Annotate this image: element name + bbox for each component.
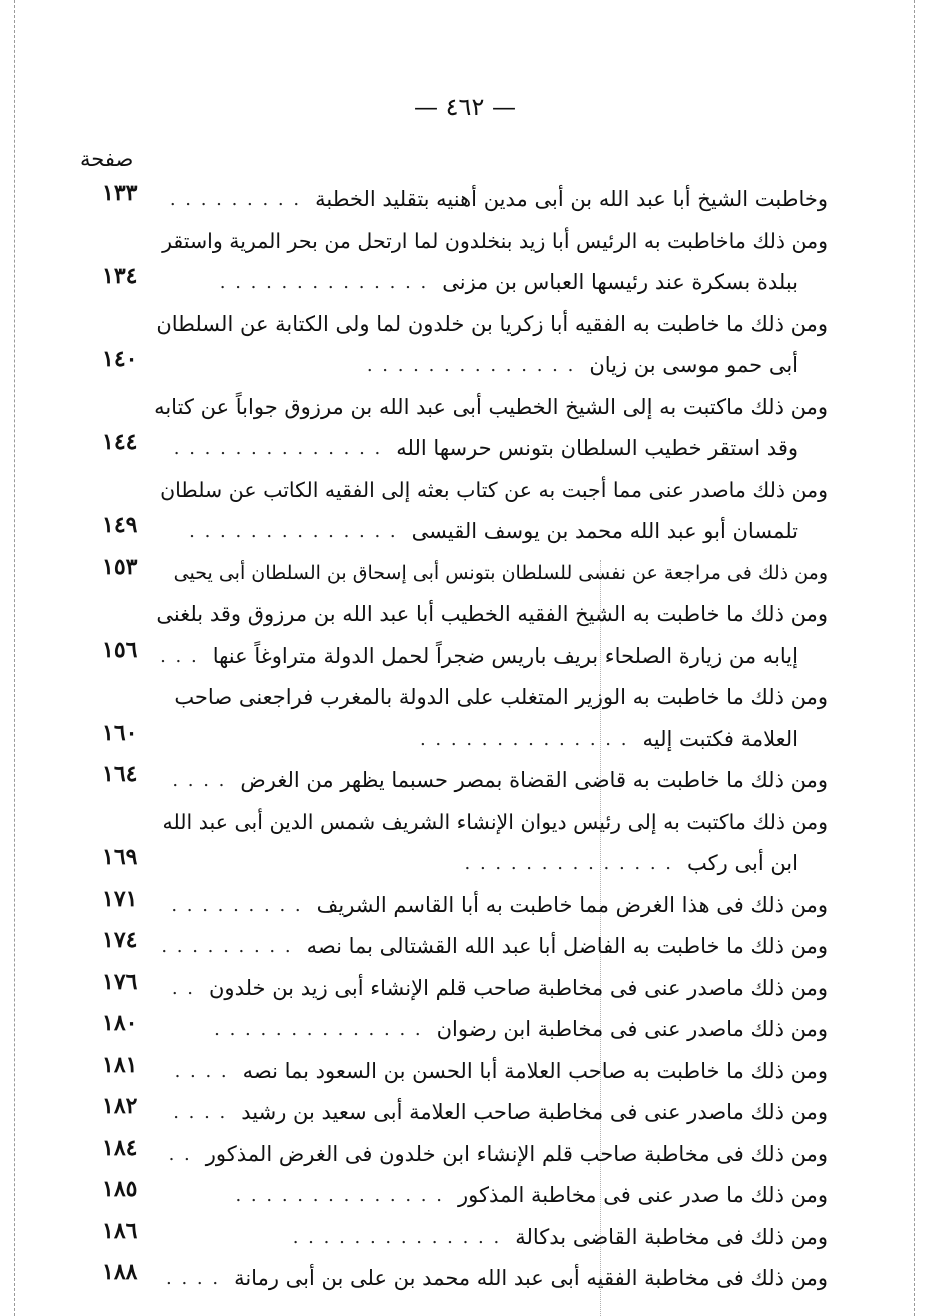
toc-leader-dots: . . . . . . . . . . . . . . (464, 853, 674, 874)
toc-leader-dots: . . . . . . . . . . . . . . (219, 272, 429, 293)
toc-page-number: ١٤٩ (102, 512, 138, 538)
toc-entry (235, 1172, 828, 1210)
toc-entry-text: ومن ذلك ما خاطبت به الوزير المتغلب على الدولة بالمغرب فراجعنى صاحب (174, 685, 828, 709)
toc-entry (162, 218, 828, 256)
toc-entry-text: ومن ذلك ماصدر عنى فى مخاطبة صاحب قلم الإنشاء أبى زيد بن خلدون (209, 976, 828, 1000)
toc-entry (156, 301, 828, 339)
toc-entry (154, 384, 828, 422)
toc-entry (172, 965, 828, 1003)
toc-entry-text: ومن ذلك ماخاطبت به الرئيس أبا زيد بنخلدون لما ارتحل من بحر المرية واستقر (162, 229, 828, 253)
toc-entry-text: ومن ذلك ما خاطبت به الفاضل أبا عبد الله القشتالى بما نصه (306, 934, 828, 958)
toc-entry-text: ومن ذلك فى مخاطبة صاحب قلم الإنشاء ابن خلدون فى الغرض المذكور (205, 1142, 828, 1166)
toc-entry-text: تلمسان أبو عبد الله محمد بن يوسف القيسى (411, 519, 798, 543)
toc-leader-dots: . . . . . . . . . . . . . . (419, 729, 629, 750)
toc-page-number: ١٨٨ (102, 1259, 138, 1285)
toc-entry (160, 467, 828, 505)
toc-entry (169, 1131, 828, 1169)
toc-entry (172, 757, 828, 795)
toc-entry (173, 1089, 828, 1127)
toc-entry (171, 882, 828, 920)
column-header-page: صفحة (80, 147, 134, 171)
toc-entry-text: العلامة فكتبت إليه (642, 727, 798, 751)
toc-page-number: ١٨٤ (102, 1135, 138, 1161)
toc-leader-dots: . . . . (173, 1102, 228, 1123)
toc-page-number: ١٦٠ (102, 720, 138, 746)
toc-leader-dots: . . . . . . . . . (161, 936, 293, 957)
toc-page-number: ١٧١ (102, 886, 138, 912)
toc-leader-dots: . . . . . . . . . . . . . . (189, 521, 398, 542)
toc-entry (163, 799, 828, 837)
toc-entry (293, 1214, 828, 1252)
toc-entry-text: أبى حمو موسى بن زيان (589, 353, 798, 377)
toc-entry (174, 674, 828, 712)
toc-entry-text: ومن ذلك فى مراجعة عن نفسى للسلطان بتونس أبى إسحاق بن السلطان أبى يحيى (173, 562, 828, 584)
toc-entry-text: إيابه من زيارة الصلحاء بريف باريس ضجراً لحمل الدولة متراوغاً عنها (212, 644, 798, 668)
toc-entry-text: ومن ذلك ما خاطبت به قاضى القضاة بمصر حسبما يظهر من الغرض (240, 768, 828, 792)
toc-page-number: ١٣٤ (102, 263, 138, 289)
toc-entry-text: ومن ذلك ماصدر عنى مما أجبت به عن كتاب بعثه إلى الفقيه الكاتب عن سلطان (160, 478, 828, 502)
toc-page-number: ١٤٠ (102, 346, 138, 372)
scan-edge-left (14, 0, 15, 1316)
toc-page-number: ١٨٠ (102, 1010, 138, 1036)
toc-entry (214, 1006, 828, 1044)
toc-entry-text: ومن ذلك ماكتبت به إلى رئيس ديوان الإنشاء الشريف شمس الدين أبى عبد الله (162, 810, 828, 834)
toc-leader-dots: . . . . . . . . . . . . . . (173, 438, 383, 459)
toc-leader-dots: . . (171, 978, 195, 999)
toc-entry (174, 425, 798, 463)
scan-edge-right (914, 0, 915, 1316)
page-number: — ٤٦٢ — (414, 93, 516, 121)
toc-leader-dots: . . . . . . . . . . . . . . (292, 1227, 502, 1248)
toc-entry-text: ومن ذلك ماصدر عنى فى مخاطبة ابن رضوان (436, 1017, 828, 1041)
toc-entry-text: ومن ذلك فى هذا الغرض مما خاطبت به أبا القاسم الشريف (316, 893, 828, 917)
toc-leader-dots: . . . . . . . . . . . . . . (235, 1185, 444, 1206)
toc-leader-dots: . . . . . . . . . . . . . . (214, 1019, 423, 1040)
toc-entry (367, 342, 798, 380)
toc-entry-text: ابن أبى ركب (687, 851, 798, 875)
toc-entry (161, 923, 828, 961)
toc-page-number: ١٦٤ (102, 761, 138, 787)
toc-entry (160, 633, 798, 671)
toc-leader-dots: . . . (160, 646, 199, 667)
toc-page-number: ١٨٢ (102, 1093, 138, 1119)
toc-leader-dots: . . . . (166, 1268, 221, 1289)
toc-page-number: ١٦٩ (102, 844, 138, 870)
toc-entry (220, 259, 798, 297)
toc-leader-dots: . . . . . . . . . (171, 895, 303, 916)
toc-entry-text: وخاطبت الشيخ أبا عبد الله بن أبى مدين أهنيه بتقليد الخطبة (315, 187, 828, 211)
toc-entry-text: ومن ذلك فى مخاطبة الفقيه أبى عبد الله محمد بن على بن أبى رمانة (234, 1266, 828, 1290)
toc-leader-dots: . . (168, 1144, 192, 1165)
toc-entry-text: ومن ذلك ما خاطبت به الفقيه أبا زكريا بن خلدون لما ولى الكتابة عن السلطان (156, 312, 828, 336)
toc-entry (166, 1255, 828, 1293)
toc-entry (174, 550, 828, 588)
toc-entry (420, 716, 798, 754)
toc-entry-text: ببلدة بسكرة عند رئيسها العباس بن مزنى (442, 270, 798, 294)
toc-page-number: ١٤٤ (102, 429, 138, 455)
toc-entry-text: ومن ذلك ماكتبت به إلى الشيخ الخطيب أبى عبد الله بن مرزوق جواباً عن كتابه (154, 395, 828, 419)
toc-leader-dots: . . . . (174, 1061, 229, 1082)
toc-entry (189, 508, 798, 546)
toc-entry-text: ومن ذلك ما خاطبت به الشيخ الفقيه الخطيب أبا عبد الله بن مرزوق وقد بلغنى (156, 602, 828, 626)
toc-page-number: ١٣٣ (102, 180, 138, 206)
toc-page-number: ١٨٦ (102, 1218, 138, 1244)
toc-entry-text: ومن ذلك ما صدر عنى فى مخاطبة المذكور (457, 1183, 828, 1207)
toc-page-number: ١٨١ (102, 1052, 138, 1078)
toc-entry-text: ومن ذلك ما خاطبت به صاحب العلامة أبا الحسن بن السعود بما نصه (242, 1059, 828, 1083)
toc-entry (156, 591, 828, 629)
toc-page-number: ١٥٣ (102, 554, 138, 580)
toc-page-number: ١٧٦ (102, 969, 138, 995)
toc-leader-dots: . . . . . . . . . (169, 189, 302, 210)
toc-entry-text: وقد استقر خطيب السلطان بتونس حرسها الله (396, 436, 798, 460)
toc-entry-text: ومن ذلك ماصدر عنى فى مخاطبة صاحب العلامة أبى سعيد بن رشيد (241, 1100, 828, 1124)
toc-entry (465, 840, 798, 878)
toc-leader-dots: . . . . . . . . . . . . . . (366, 355, 576, 376)
toc-entry-text: ومن ذلك فى مخاطبة القاضى بدكالة (515, 1225, 828, 1249)
toc-entry (175, 1048, 828, 1086)
toc-page-number: ١٧٤ (102, 927, 138, 953)
toc-page-number: ١٥٦ (102, 637, 138, 663)
toc-page-number: ١٨٥ (102, 1176, 138, 1202)
toc-leader-dots: . . . . (172, 770, 227, 791)
toc-entry (170, 176, 828, 214)
